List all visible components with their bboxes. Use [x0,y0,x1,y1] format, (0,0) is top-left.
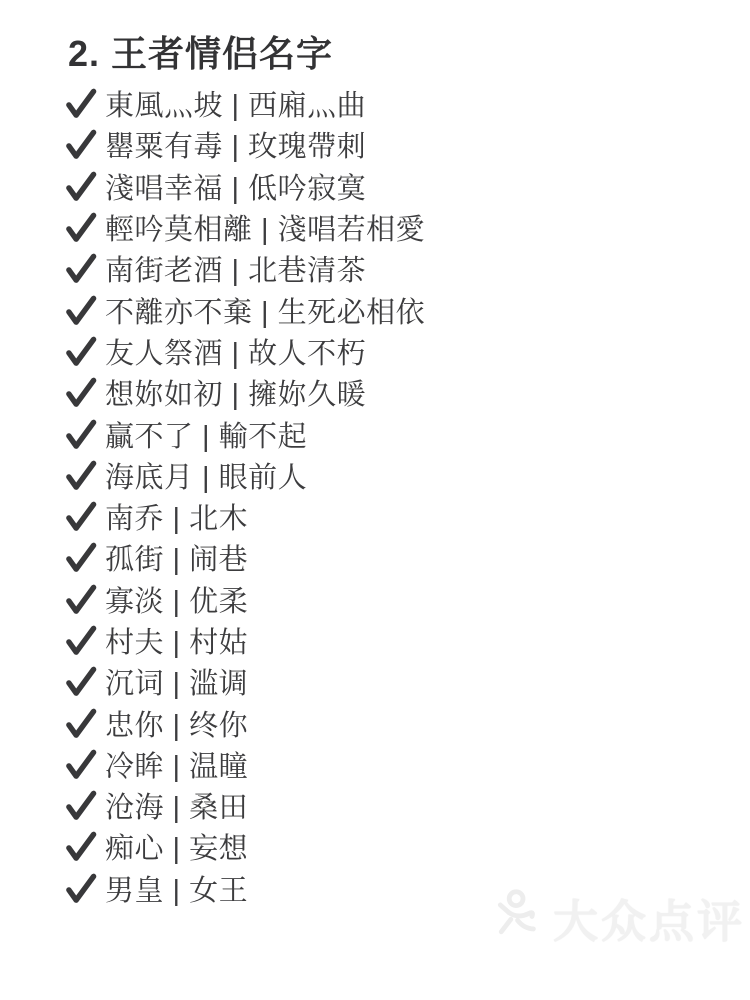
check-icon [63,541,99,574]
couple-name-text: 冷眸 | 温瞳 [105,750,249,783]
check-icon [63,748,99,781]
list-item [63,620,425,661]
list-item [63,661,425,702]
list-item [63,826,425,867]
couple-name-text: 贏不了 | 輸不起 [105,420,308,453]
list-item [63,868,425,909]
check-icon [63,211,99,244]
check-icon [63,665,99,698]
couple-name-text: 南乔 | 北木 [105,503,249,536]
list-item [63,124,425,165]
couple-name-text: 痴心 | 妄想 [105,833,249,866]
couple-name-text: 沧海 | 桑田 [105,792,249,825]
dianping-person-icon [495,889,543,946]
couple-name-text: 南街老酒 | 北巷清茶 [105,255,367,288]
list-item [63,455,425,496]
list-item [63,83,425,124]
check-icon [63,87,99,120]
couple-name-text: 忠你 | 终你 [105,709,249,742]
check-icon [63,418,99,451]
list-item [63,207,425,248]
list-item [63,702,425,743]
check-icon [63,376,99,409]
check-icon [63,707,99,740]
watermark-brand-text: 大众点评 [552,896,745,947]
couple-name-text: 罌粟有毒 | 玫瑰帶刺 [105,131,367,164]
list-item [63,537,425,578]
check-icon [63,830,99,863]
list-item [63,413,425,454]
list-item [63,289,425,330]
list-item [63,248,425,289]
couple-name-text: 輕吟莫相離 | 淺唱若相愛 [105,214,426,247]
page-title: 2. 王者情侣名字 [68,33,334,74]
list-item [63,785,425,826]
couple-name-text: 友人祭酒 | 故人不朽 [105,337,367,370]
check-icon [63,789,99,822]
check-icon [63,170,99,203]
watermark [495,885,745,950]
check-icon [63,500,99,533]
list-item [63,166,425,207]
check-icon [63,624,99,657]
couple-name-text: 淺唱幸福 | 低吟寂寞 [105,172,367,205]
couple-name-text: 村夫 | 村姑 [105,627,249,659]
check-icon [63,128,99,161]
check-icon [63,335,99,368]
couple-name-text: 男皇 | 女王 [105,874,249,907]
list-item [63,331,425,372]
list-item [63,372,425,413]
check-icon [63,872,99,905]
check-icon [63,583,99,616]
check-icon [63,252,99,285]
check-icon [63,294,99,327]
check-icon [63,459,99,492]
list-item [63,744,425,785]
couple-name-text: 沉词 | 滥调 [105,668,249,701]
couple-name-text: 寡淡 | 优柔 [105,585,249,618]
couple-name-text: 海底月 | 眼前人 [105,461,308,494]
couple-name-text: 孤街 | 闹巷 [105,544,249,577]
list-item [63,579,425,620]
couple-name-text: 想妳如初 | 擁妳久暖 [105,379,367,412]
couple-name-text: 不離亦不棄 | 生死必相依 [105,296,426,329]
couple-name-list [63,83,425,909]
list-item [63,496,425,537]
couple-name-text: 東風灬坡 | 西廂灬曲 [105,90,367,123]
